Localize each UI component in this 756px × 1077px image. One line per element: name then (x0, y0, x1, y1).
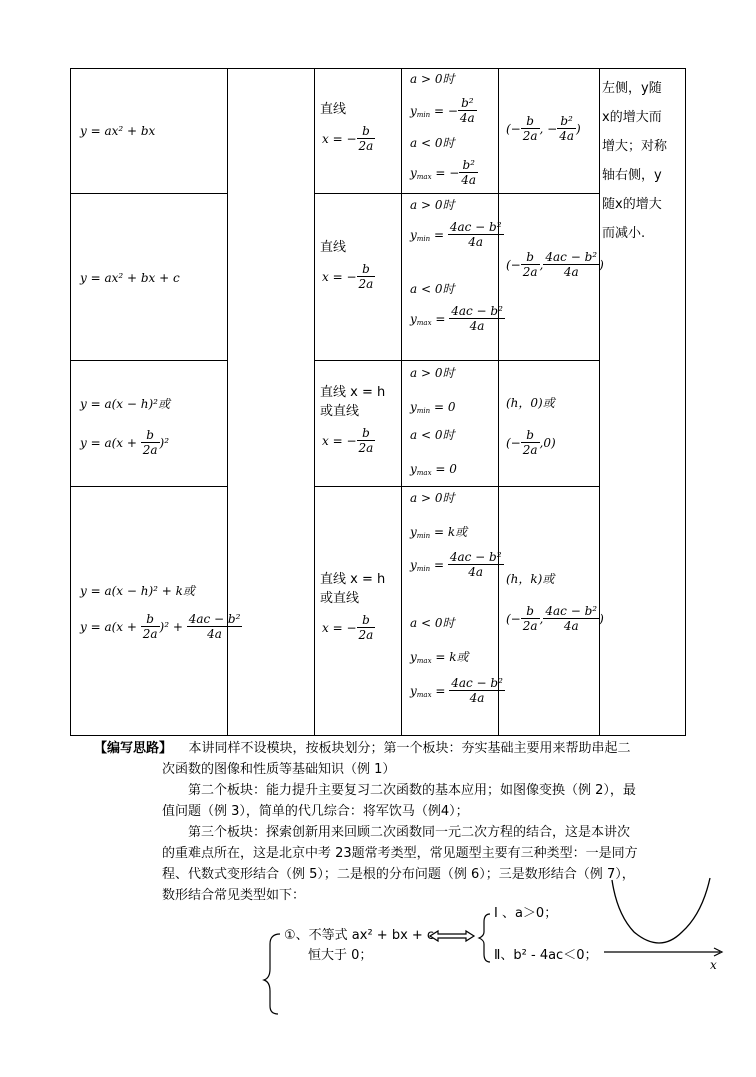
paragraph-text: 值问题（例 3），简单的代几综合：将军饮马（例4）； (162, 804, 469, 819)
note-line: 随x的增大 (602, 197, 662, 212)
table-border-top (70, 68, 686, 69)
writing-notes-line (94, 738, 631, 759)
axis-label: 或直线 (320, 404, 360, 419)
row-line (70, 360, 227, 361)
note-line: 左侧，y随 (602, 81, 662, 96)
max-formula: $y_{max}$ = − $\frac{\text{b²}}{4a}$ (410, 158, 477, 187)
max-formula-alt: $y_{max}$ = $\frac{\text{4ac − b²}}{4a}$ (410, 676, 503, 705)
table-col-line (401, 68, 402, 736)
max-formula: $y_{max} = 0$ (410, 462, 457, 477)
case-label: a > 0时 (410, 491, 455, 505)
vertex-coords: (− $\frac{b}{2a}$ , $\frac{\text{4ac − b²}}{4a}$ ) (506, 250, 604, 279)
note-line: 增大；对称 (602, 139, 668, 154)
case-label: a > 0时 (410, 72, 455, 86)
condition-1: Ⅰ 、a＞0； (494, 906, 558, 921)
x-axis-label: x (710, 958, 717, 972)
paragraph-text: 数形结合常见类型如下： (162, 888, 306, 903)
axis-label: 直线 (320, 240, 347, 255)
function-form-alt: y = a(x + $\frac{b}{2a}$ )² + $\frac{\text{4ac − b²}}{4a}$ (80, 612, 241, 641)
table-col-line (314, 68, 315, 736)
paragraph-text: 本讲同样不设模块，按板块划分；第一个板块：夯实基础主要用来帮助串起二 (188, 741, 631, 756)
case-label: a < 0时 (410, 136, 455, 150)
row-line (314, 193, 600, 194)
table-border-right (685, 68, 686, 736)
vertex-coords: (− $\frac{b}{2a}$ , − $\frac{\text{b²}}{4a}$ ) (506, 114, 581, 143)
case-label: a > 0时 (410, 198, 455, 212)
paragraph-text: 第二个板块：能力提升主要复习二次函数的基本应用；如图像变换（例 2），最 (188, 783, 636, 798)
note-line: 而减小. (602, 226, 646, 241)
case-label: a < 0时 (410, 428, 455, 442)
case-label: a < 0时 (410, 282, 455, 296)
row-line (70, 193, 227, 194)
min-formula-alt: $y_{min}$ = $\frac{\text{4ac − b²}}{4a}$ (410, 550, 502, 579)
min-formula: $y_{min}$ = $\frac{\text{4ac − b²}}{4a}$ (410, 220, 502, 249)
table-col-line (498, 68, 499, 736)
function-form: y = ax² + bx (80, 124, 156, 138)
axis-label: 直线 x = h (320, 572, 386, 587)
vertex-coords: (h，0)或 (506, 396, 555, 410)
table-col-line (599, 68, 600, 736)
function-form: y = a(x − h)² + k或 (80, 584, 195, 598)
paragraph-text: 的重难点所在，这是北京中考 23题常考类型，常见题型主要有三种类型：一是同方 (162, 846, 638, 861)
axis-label: 直线 (320, 102, 347, 117)
note-line: 轴右侧，y (602, 168, 662, 183)
table-border-bottom (70, 735, 686, 736)
max-formula: $y_{max} = k$或 (410, 650, 469, 665)
max-formula: $y_{max}$ = $\frac{\text{4ac − b²}}{4a}$ (410, 304, 503, 333)
min-formula: $y_{min} = k$或 (410, 525, 468, 540)
inequality-item-cont: 恒大于 0； (308, 948, 373, 963)
vertex-coords: (h，k)或 (506, 572, 555, 586)
axis-label: 或直线 (320, 591, 360, 606)
row-line (314, 360, 600, 361)
inequality-item: ①、不等式 ax² + bx + c (284, 928, 435, 943)
axis-formula: x = − $\frac{b}{2a}$ (322, 613, 374, 642)
table-border-left (70, 68, 71, 736)
case-label: a > 0时 (410, 366, 455, 380)
vertex-coords-alt: (− $\frac{b}{2a}$ ,0) (506, 428, 556, 457)
case-label: a < 0时 (410, 616, 455, 630)
row-line (314, 486, 600, 487)
left-brace-icon (264, 934, 280, 1014)
axis-formula: x = − $\frac{b}{2a}$ (322, 426, 374, 455)
function-form: y = ax² + bx + c (80, 271, 180, 285)
right-brace-icon (479, 914, 490, 962)
function-form: y = a(x − h)²或 (80, 397, 170, 411)
monotonic-note (602, 74, 684, 248)
paragraph-text: 次函数的图像和性质等基础知识（例 1） (162, 762, 396, 777)
section-label: 【编写思路】 (94, 741, 173, 756)
min-formula: $y_{min}$ = − $\frac{\text{b²}}{4a}$ (410, 96, 475, 125)
note-line: x的增大而 (602, 110, 662, 125)
condition-2: Ⅱ、b² - 4ac＜0； (494, 948, 598, 963)
paragraph-text: 第三个板块：探索创新用来回顾二次函数同一元二次方程的结合，这是本讲次 (188, 825, 631, 840)
vertex-coords-alt: (− $\frac{b}{2a}$ , $\frac{\text{4ac − b²}}{4a}$ ) (506, 604, 604, 633)
double-arrow-icon (430, 931, 474, 941)
axis-formula: x = − $\frac{b}{2a}$ (322, 262, 374, 291)
min-formula: $y_{min} = 0$ (410, 400, 456, 415)
paragraph-text: 程、代数式变形结合（例 5）；二是根的分布问题（例 6）；三是数形结合（例 7）， (162, 867, 635, 882)
axis-formula: x = − $\frac{b}{2a}$ (322, 124, 374, 153)
parabola-curve (612, 878, 710, 943)
axis-label: 直线 x = h (320, 385, 386, 400)
function-form-alt: y = a(x + $\frac{b}{2a}$ )² (80, 428, 170, 457)
row-line (70, 486, 227, 487)
